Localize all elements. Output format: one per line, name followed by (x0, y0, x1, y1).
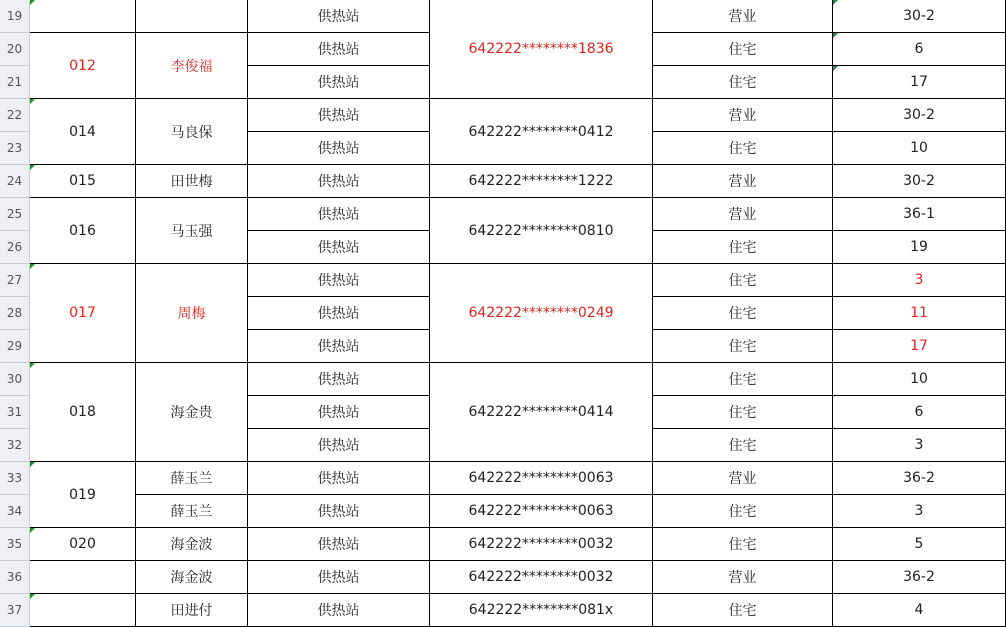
comment-marker-icon (833, 66, 838, 71)
cell-c3-r30[interactable]: 供热站 (248, 363, 430, 396)
cell-c6-r19[interactable]: 30-2 (833, 0, 1006, 33)
cell-c6-r29[interactable]: 17 (833, 330, 1006, 363)
cell-c5-r35[interactable]: 住宅 (653, 528, 833, 561)
row-header[interactable]: 36 (0, 561, 30, 594)
cell-c2-r22[interactable]: 马良保 (136, 99, 248, 165)
cell-c6-r25[interactable]: 36-1 (833, 198, 1006, 231)
cell-c5-r34[interactable]: 住宅 (653, 495, 833, 528)
cell-c5-r25[interactable]: 营业 (653, 198, 833, 231)
row-header[interactable]: 29 (0, 330, 30, 363)
cell-c3-r37[interactable]: 供热站 (248, 594, 430, 627)
cell-c2-r30[interactable]: 海金贵 (136, 363, 248, 462)
cell-c2-r33[interactable]: 薛玉兰 (136, 462, 248, 495)
cell-c4-r35[interactable]: 642222********0032 (430, 528, 653, 561)
cell-c6-r36[interactable]: 36-2 (833, 561, 1006, 594)
cell-c1-r24[interactable]: 015 (30, 165, 136, 198)
cell-c6-r35[interactable]: 5 (833, 528, 1006, 561)
row-header[interactable]: 20 (0, 33, 30, 66)
cell-c4-r33[interactable]: 642222********0063 (430, 462, 653, 495)
cell-c5-r21[interactable]: 住宅 (653, 66, 833, 99)
row-header[interactable]: 23 (0, 132, 30, 165)
cell-c1-r30[interactable]: 018 (30, 363, 136, 462)
cell-c5-r32[interactable]: 住宅 (653, 429, 833, 462)
cell-c5-r30[interactable]: 住宅 (653, 363, 833, 396)
cell-c1-r27[interactable]: 017 (30, 264, 136, 363)
cell-c3-r36[interactable]: 供热站 (248, 561, 430, 594)
cell-c3-r20[interactable]: 供热站 (248, 33, 430, 66)
cell-c6-r34[interactable]: 3 (833, 495, 1006, 528)
cell-c5-r20[interactable]: 住宅 (653, 33, 833, 66)
cell-c5-r29[interactable]: 住宅 (653, 330, 833, 363)
row-header[interactable]: 33 (0, 462, 30, 495)
cell-c2-r27[interactable]: 周梅 (136, 264, 248, 363)
cell-c5-r24[interactable]: 营业 (653, 165, 833, 198)
cell-c4-r22[interactable]: 642222********0412 (430, 99, 653, 165)
cell-c6-r24[interactable]: 30-2 (833, 165, 1006, 198)
cell-c5-r28[interactable]: 住宅 (653, 297, 833, 330)
cell-c6-r32[interactable]: 3 (833, 429, 1006, 462)
row-header[interactable]: 26 (0, 231, 30, 264)
cell-c1-r35[interactable]: 020 (30, 528, 136, 561)
cell-c5-r19[interactable]: 营业 (653, 0, 833, 33)
cell-c3-r34[interactable]: 供热站 (248, 495, 430, 528)
cell-c2-r37[interactable]: 田进付 (136, 594, 248, 627)
cell-c1-r37[interactable] (30, 594, 136, 627)
cell-c6-r28[interactable]: 11 (833, 297, 1006, 330)
cell-c4-r27[interactable]: 642222********0249 (430, 264, 653, 363)
row-header[interactable]: 37 (0, 594, 30, 627)
cell-c1-r36[interactable] (30, 561, 136, 594)
cell-c1-r22[interactable]: 014 (30, 99, 136, 165)
row-header[interactable]: 35 (0, 528, 30, 561)
cell-c2-r35[interactable]: 海金波 (136, 528, 248, 561)
cell-c1-r20[interactable]: 012 (30, 33, 136, 99)
row-header[interactable]: 19 (0, 0, 30, 33)
comment-marker-icon (30, 165, 35, 170)
row-header[interactable]: 25 (0, 198, 30, 231)
cell-c2-r36[interactable]: 海金波 (136, 561, 248, 594)
cell-c6-r33[interactable]: 36-2 (833, 462, 1006, 495)
cell-c3-r22[interactable]: 供热站 (248, 99, 430, 132)
cell-c1-r33[interactable]: 019 (30, 462, 136, 528)
cell-c5-r27[interactable]: 住宅 (653, 264, 833, 297)
comment-marker-icon (833, 0, 838, 5)
cell-c2-r19[interactable] (136, 0, 248, 33)
cell-c6-r27[interactable]: 3 (833, 264, 1006, 297)
comment-marker-icon (30, 0, 35, 5)
cell-c2-r34[interactable]: 薛玉兰 (136, 495, 248, 528)
cell-c3-r26[interactable]: 供热站 (248, 231, 430, 264)
row-header[interactable]: 24 (0, 165, 30, 198)
comment-marker-icon (30, 528, 35, 533)
cell-c4-r24[interactable]: 642222********1222 (430, 165, 653, 198)
cell-c6-r22[interactable]: 30-2 (833, 99, 1006, 132)
cell-c2-r20[interactable]: 李俊福 (136, 33, 248, 99)
cell-c2-r24[interactable]: 田世梅 (136, 165, 248, 198)
cell-c4-r19[interactable]: 642222********1836 (430, 0, 653, 99)
comment-marker-icon (30, 264, 35, 269)
comment-marker-icon (833, 33, 838, 38)
cell-c3-r29[interactable]: 供热站 (248, 330, 430, 363)
cell-c6-r37[interactable]: 4 (833, 594, 1006, 627)
cell-c4-r30[interactable]: 642222********0414 (430, 363, 653, 462)
comment-marker-icon (30, 363, 35, 368)
cell-c4-r34[interactable]: 642222********0063 (430, 495, 653, 528)
cell-c3-r23[interactable]: 供热站 (248, 132, 430, 165)
row-header[interactable]: 32 (0, 429, 30, 462)
cell-c3-r35[interactable]: 供热站 (248, 528, 430, 561)
cell-c3-r19[interactable]: 供热站 (248, 0, 430, 33)
cell-c6-r23[interactable]: 10 (833, 132, 1006, 165)
cell-c5-r36[interactable]: 营业 (653, 561, 833, 594)
cell-c3-r25[interactable]: 供热站 (248, 198, 430, 231)
cell-c5-r33[interactable]: 营业 (653, 462, 833, 495)
cell-c5-r22[interactable]: 营业 (653, 99, 833, 132)
cell-c6-r21[interactable]: 17 (833, 66, 1006, 99)
cell-c5-r23[interactable]: 住宅 (653, 132, 833, 165)
cell-c6-r30[interactable]: 10 (833, 363, 1006, 396)
cell-c3-r24[interactable]: 供热站 (248, 165, 430, 198)
cell-c3-r27[interactable]: 供热站 (248, 264, 430, 297)
row-header[interactable]: 30 (0, 363, 30, 396)
comment-marker-icon (30, 462, 35, 467)
cell-c3-r32[interactable]: 供热站 (248, 429, 430, 462)
comment-marker-icon (30, 594, 35, 599)
cell-c6-r26[interactable]: 19 (833, 231, 1006, 264)
cell-c3-r28[interactable]: 供热站 (248, 297, 430, 330)
cell-c5-r31[interactable]: 住宅 (653, 396, 833, 429)
cell-c2-r25[interactable]: 马玉强 (136, 198, 248, 264)
row-header[interactable]: 22 (0, 99, 30, 132)
comment-marker-icon (30, 99, 35, 104)
cell-c6-r20[interactable]: 6 (833, 33, 1006, 66)
cell-c1-r19[interactable] (30, 0, 136, 33)
cell-c3-r31[interactable]: 供热站 (248, 396, 430, 429)
cell-c6-r31[interactable]: 6 (833, 396, 1006, 429)
cell-c4-r37[interactable]: 642222********081x (430, 594, 653, 627)
row-header[interactable]: 28 (0, 297, 30, 330)
cell-c5-r37[interactable]: 住宅 (653, 594, 833, 627)
cell-c4-r36[interactable]: 642222********0032 (430, 561, 653, 594)
row-header[interactable]: 34 (0, 495, 30, 528)
cell-c5-r26[interactable]: 住宅 (653, 231, 833, 264)
row-header[interactable]: 21 (0, 66, 30, 99)
row-header[interactable]: 27 (0, 264, 30, 297)
row-header[interactable]: 31 (0, 396, 30, 429)
cell-c3-r21[interactable]: 供热站 (248, 66, 430, 99)
cell-c1-r25[interactable]: 016 (30, 198, 136, 264)
cell-c4-r25[interactable]: 642222********0810 (430, 198, 653, 264)
cell-c3-r33[interactable]: 供热站 (248, 462, 430, 495)
